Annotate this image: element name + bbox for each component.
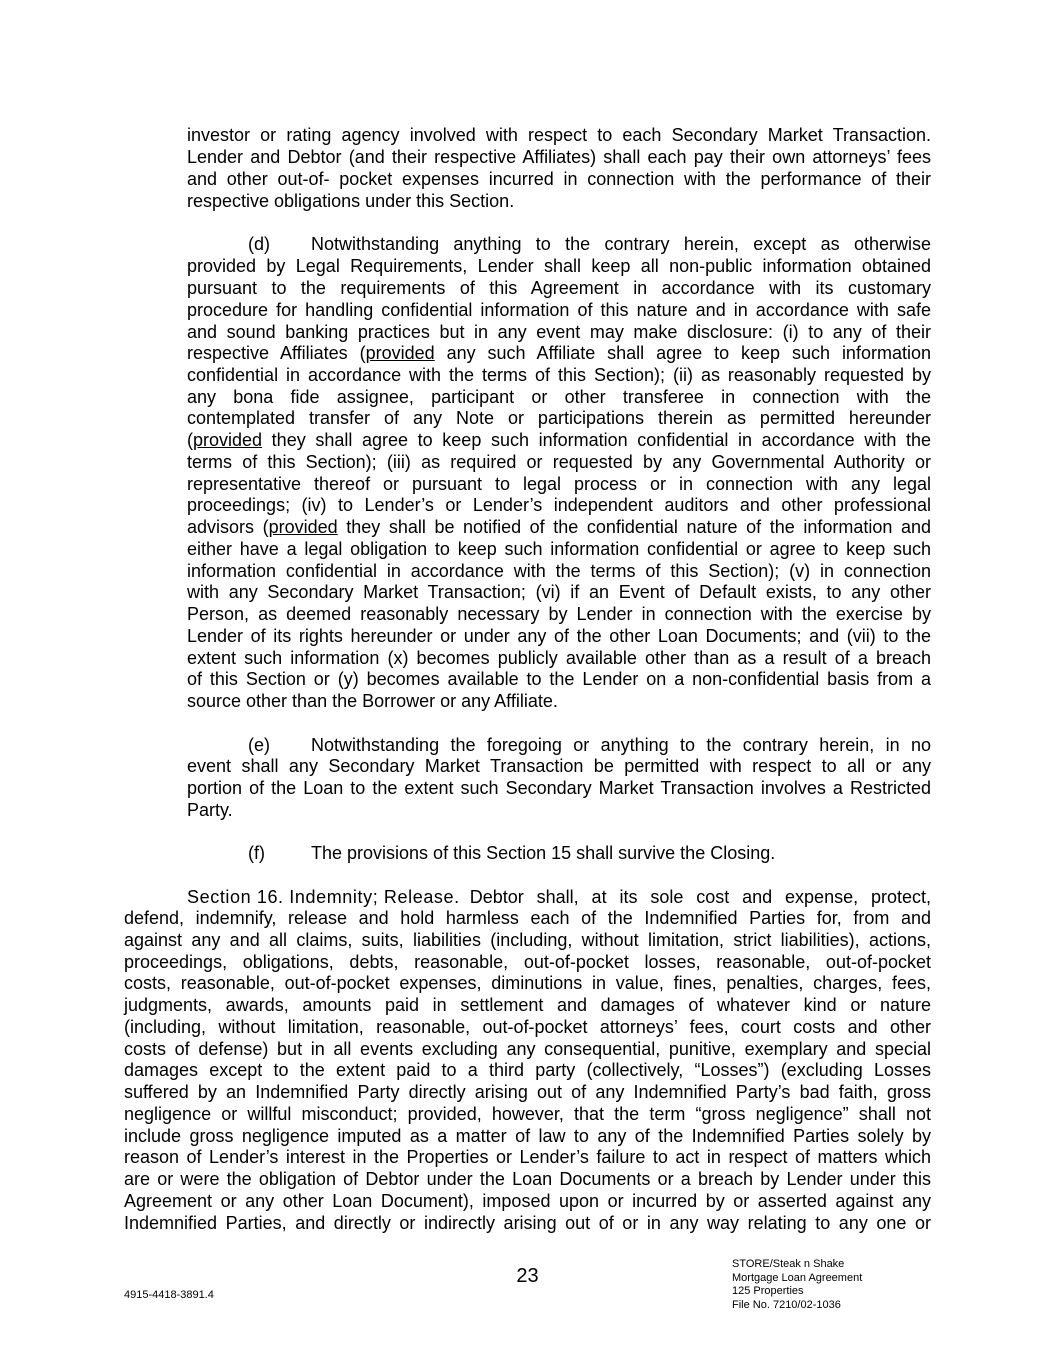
text-line: Agreement or any other Loan Document), imposed upon or incurred by or asserted against any: [124, 1191, 931, 1211]
text-line: damages except to the extent paid to a third party (collectively, “Losses”) (excluding Losses: [124, 1060, 931, 1080]
text-line: and other out-of- pocket expenses incurred in connection with the performance of their: [187, 169, 931, 189]
text-line: respective obligations under this Section.: [187, 191, 515, 211]
text-run: (: [187, 430, 193, 450]
text-line: [0, 233, 931, 255]
text-line: Person, as deemed reasonably necessary by Lender in connection with the exercise by: [187, 604, 931, 624]
text-line: costs, reasonable, out-of-pocket expenses, diminutions in value, fines, penalties, charges, fees,: [124, 973, 931, 993]
clause-text: The provisions of this Section 15 shall survive the Closing.: [311, 843, 776, 863]
text-line: Indemnified Parties, and directly or indirectly arising out of or in any way relating to any one or: [124, 1213, 931, 1233]
footer-line: STORE/Steak n Shake: [732, 1258, 845, 1270]
text-line: information confidential in accordance with the terms of this Section); (v) in connection: [187, 561, 931, 581]
clause-label: (d): [248, 234, 270, 254]
text-line: event shall any Secondary Market Transaction be permitted with respect to all or any: [187, 756, 931, 776]
text-run: advisors (: [187, 517, 269, 537]
footer-line: File No. 7210/02-1036: [732, 1298, 841, 1311]
document-id: 4915-4418-3891.4: [124, 1289, 214, 1301]
text-line: investor or rating agency involved with respect to each Secondary Market Transaction.: [187, 125, 931, 145]
text-run: any such Affiliate shall agree to keep such information: [434, 343, 931, 363]
text-line: costs of defense) but in all events excluding any consequential, punitive, exemplary and special: [124, 1039, 931, 1059]
text-run: respective Affiliates (: [187, 343, 366, 363]
text-line: are or were the obligation of Debtor under the Loan Documents or a breach by Lender under this: [124, 1169, 931, 1189]
text-line: portion of the Loan to the extent such Secondary Market Transaction involves a Restricted: [187, 778, 931, 798]
text-line: any bona fide assignee, participant or other transferee in connection with the: [187, 387, 931, 407]
text-line: [187, 429, 931, 451]
text-line: contemplated transfer of any Note or participations therein as permitted hereunder: [187, 408, 931, 428]
text-line: [187, 342, 931, 364]
text-line: include gross negligence imputed as a matter of law to any of the Indemnified Parties solely by: [124, 1126, 931, 1146]
text-line: [187, 516, 931, 538]
underlined-term-provided: provided: [193, 430, 263, 450]
text-line: proceedings; (iv) to Lender’s or Lender’s independent auditors and other professional: [187, 495, 931, 515]
footer-line: Mortgage Loan Agreement: [732, 1271, 863, 1284]
clause-first-line: Notwithstanding anything to the contrary herein, except as otherwise: [311, 234, 931, 254]
text-line: and sound banking practices but in any event may make disclosure: (i) to any of their: [187, 322, 931, 342]
text-run: they shall be notified of the confidential nature of the information and: [337, 517, 931, 537]
text-line: [0, 734, 931, 756]
text-line: Lender of its rights hereunder or under any of the other Loan Documents; and (vii) to the: [187, 626, 931, 646]
text-line: [187, 886, 931, 908]
text-line: [0, 842, 931, 864]
text-line: of this Section or (y) becomes available to the Lender on a non-confidential basis from a: [187, 669, 931, 689]
text-line: judgments, awards, amounts paid in settlement and damages of whatever kind or nature: [124, 995, 931, 1015]
section-heading: Section 16. Indemnity; Release.: [187, 887, 460, 907]
clause-label: (e): [248, 735, 270, 755]
text-line: reason of Lender’s interest in the Properties or Lender’s failure to act in respect of matters which: [124, 1147, 931, 1167]
text-run: they shall agree to keep such information confidential in accordance with the: [262, 430, 931, 450]
text-line: pursuant to the requirements of this Agreement in accordance with its customary: [187, 278, 931, 298]
text-line: suffered by an Indemnified Party directly arising out of any Indemnified Party’s bad faith, gross: [124, 1082, 931, 1102]
page-number: 23: [516, 1265, 539, 1287]
text-line: (including, without limitation, reasonable, out-of-pocket attorneys’ fees, court costs and other: [124, 1017, 931, 1037]
clause-label: (f): [248, 843, 265, 863]
text-line: negligence or willful misconduct; provided, however, that the term “gross negligence” shall not: [124, 1104, 931, 1124]
text-line: with any Secondary Market Transaction; (vi) if an Event of Default exists, to any other: [187, 582, 931, 602]
text-line: source other than the Borrower or any Affiliate.: [187, 691, 558, 711]
footer-line: 125 Properties: [732, 1285, 804, 1297]
text-line: procedure for handling confidential information of this nature and in accordance with safe: [187, 300, 931, 320]
text-line: either have a legal obligation to keep such information confidential or agree to keep such: [187, 539, 931, 559]
text-line: defend, indemnify, release and hold harmless each of the Indemnified Parties for, from and: [124, 908, 931, 928]
section-first-line: Debtor shall, at its sole cost and expense, protect,: [469, 887, 931, 907]
text-line: confidential in accordance with the terms of this Section); (ii) as reasonably requested by: [187, 365, 931, 385]
text-line: proceedings, obligations, debts, reasonable, out-of-pocket losses, reasonable, out-of-pocket: [124, 952, 931, 972]
text-line: Party.: [187, 800, 233, 820]
text-line: extent such information (x) becomes publicly available other than as a result of a breach: [187, 648, 931, 668]
text-line: terms of this Section); (iii) as required or requested by any Governmental Authority or: [187, 452, 931, 472]
text-line: against any and all claims, suits, liabilities (including, without limitation, strict liabilities), actions,: [124, 930, 931, 950]
text-line: representative thereof or pursuant to legal process or in connection with any legal: [187, 474, 931, 494]
text-line: Lender and Debtor (and their respective Affiliates) shall each pay their own attorneys’ fees: [187, 147, 931, 167]
clause-first-line: Notwithstanding the foregoing or anything to the contrary herein, in no: [311, 735, 931, 755]
text-line: provided by Legal Requirements, Lender shall keep all non-public information obtained: [187, 256, 931, 276]
underlined-term-provided: provided: [268, 517, 338, 537]
underlined-term-provided: provided: [365, 343, 435, 363]
footer-document-info: [732, 1258, 862, 1312]
